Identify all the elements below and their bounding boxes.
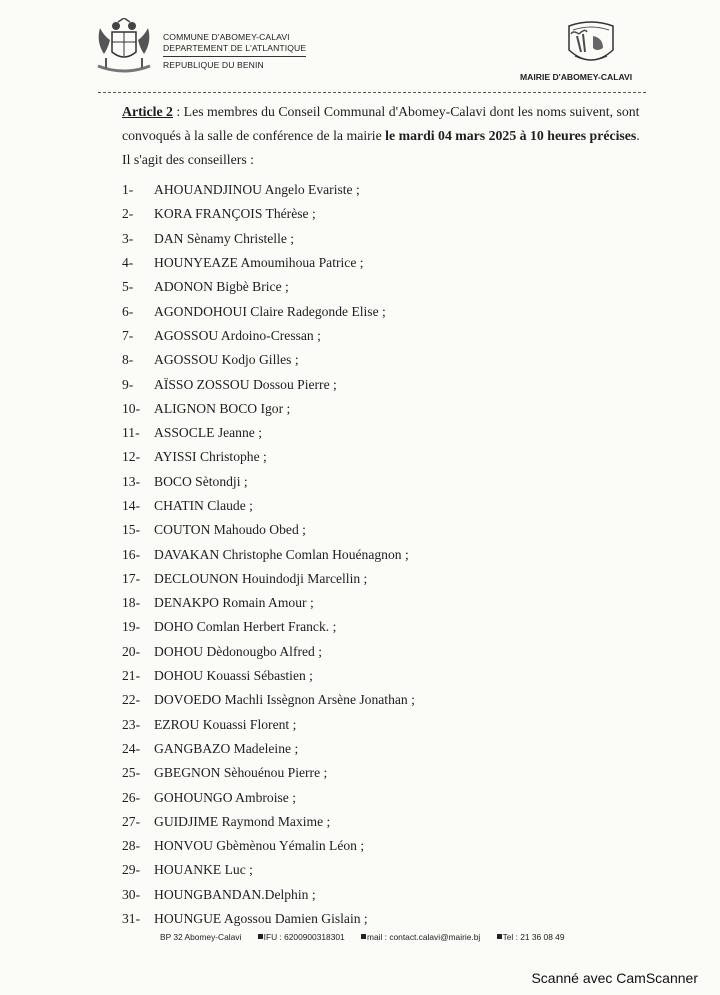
list-item xyxy=(122,348,662,372)
list-item-number: 2- xyxy=(122,206,134,222)
footer-ifu: IFU : 6200900318301 xyxy=(263,932,345,942)
councillor-name: GUIDJIME Raymond Maxime ; xyxy=(154,813,331,829)
list-item-number: 24- xyxy=(122,740,141,756)
list-item-number: 10- xyxy=(122,400,141,416)
list-item-number: 4- xyxy=(122,255,134,271)
councillor-name: ASSOCLE Jeanne ; xyxy=(154,425,262,441)
list-item xyxy=(122,227,662,251)
mairie-label: MAIRIE D'ABOMEY-CALAVI xyxy=(520,72,633,82)
article-text-1: : Les membres du Conseil Communal d'Abomey-Calavi dont les noms suivent, sont xyxy=(172,104,640,119)
list-item xyxy=(122,372,662,396)
councillor-name: DAN Sènamy Christelle ; xyxy=(154,230,295,246)
councillor-name: AGOSSOU Kodjo Gilles ; xyxy=(154,352,299,368)
list-item-number: 26- xyxy=(122,789,141,805)
list-item-number: 25- xyxy=(122,765,141,781)
square-bullet-icon xyxy=(258,934,263,939)
list-item-number: 19- xyxy=(122,619,141,635)
commune-block xyxy=(163,32,306,71)
footer-email: mail : contact.calavi@mairie.bj xyxy=(367,932,481,942)
list-item-number: 30- xyxy=(122,886,141,902)
councillor-name: GANGBAZO Madeleine ; xyxy=(154,740,299,756)
list-item xyxy=(122,713,662,737)
list-item xyxy=(122,688,662,712)
list-item xyxy=(122,494,662,518)
councillor-name: GBEGNON Sèhouénou Pierre ; xyxy=(154,765,328,781)
meeting-date: le mardi 04 mars 2025 à 10 heures précises xyxy=(385,128,637,143)
list-item-number: 29- xyxy=(122,862,141,878)
list-item xyxy=(122,397,662,421)
councillor-name: HOUNYEAZE Amoumihoua Patrice ; xyxy=(154,255,364,271)
list-item xyxy=(122,591,662,615)
header-divider xyxy=(98,92,646,93)
councillor-name: HOUNGBANDAN.Delphin ; xyxy=(154,886,316,902)
list-item xyxy=(122,907,662,931)
list-subheading: Il s'agit des conseillers : xyxy=(122,152,254,167)
councillor-name: DOHO Comlan Herbert Franck. ; xyxy=(154,619,337,635)
list-item xyxy=(122,421,662,445)
list-item xyxy=(122,542,662,566)
councillor-name: DOVOEDO Machli Issègnon Arsène Jonathan ; xyxy=(154,692,415,708)
councillor-name: AHOUANDJINOU Angelo Evariste ; xyxy=(154,182,360,198)
councillor-name: KORA FRANÇOIS Thérèse ; xyxy=(154,206,316,222)
commune-name: COMMUNE D'ABOMEY-CALAVI xyxy=(163,32,290,42)
list-item-number: 15- xyxy=(122,522,141,538)
list-item-number: 8- xyxy=(122,352,134,368)
list-item xyxy=(122,883,662,907)
article-line-2 xyxy=(122,124,662,148)
councillor-name: HONVOU Gbèmènou Yémalin Léon ; xyxy=(154,838,365,854)
mairie-emblem-icon xyxy=(563,16,619,72)
councillor-name: DECLOUNON Houindodji Marcellin ; xyxy=(154,570,368,586)
list-item xyxy=(122,178,662,202)
councillor-name: COUTON Mahoudo Obed ; xyxy=(154,522,306,538)
list-item-number: 13- xyxy=(122,473,141,489)
councillor-name: DOHOU Kouassi Sébastien ; xyxy=(154,668,313,684)
list-item xyxy=(122,470,662,494)
list-item-number: 11- xyxy=(122,425,140,441)
list-item xyxy=(122,202,662,226)
list-item-number: 31- xyxy=(122,911,141,927)
councillor-name: BOCO Sètondji ; xyxy=(154,473,248,489)
list-item xyxy=(122,834,662,858)
list-item xyxy=(122,640,662,664)
footer-bp: BP 32 Abomey-Calavi xyxy=(160,932,242,942)
list-item-number: 17- xyxy=(122,570,141,586)
document-body xyxy=(122,100,662,931)
article-paragraph xyxy=(122,100,662,148)
councillor-name: ALIGNON BOCO Igor ; xyxy=(154,400,291,416)
list-item xyxy=(122,810,662,834)
list-item xyxy=(122,567,662,591)
square-bullet-icon xyxy=(497,934,502,939)
councillor-name: HOUANKE Luc ; xyxy=(154,862,253,878)
coat-of-arms-icon xyxy=(92,18,156,80)
list-item xyxy=(122,761,662,785)
list-item xyxy=(122,324,662,348)
list-item-number: 7- xyxy=(122,327,134,343)
list-item-number: 27- xyxy=(122,813,141,829)
square-bullet-icon xyxy=(361,934,366,939)
list-item xyxy=(122,858,662,882)
list-item xyxy=(122,518,662,542)
list-item-number: 3- xyxy=(122,230,134,246)
list-item-number: 23- xyxy=(122,716,141,732)
article-label: Article 2 xyxy=(122,104,173,119)
list-item-number: 6- xyxy=(122,303,134,319)
list-item-number: 21- xyxy=(122,668,141,684)
list-item-number: 5- xyxy=(122,279,134,295)
list-item-number: 22- xyxy=(122,692,141,708)
list-item-number: 18- xyxy=(122,595,141,611)
councillor-name: AÏSSO ZOSSOU Dossou Pierre ; xyxy=(154,376,337,392)
councillor-name: AGONDOHOUI Claire Radegonde Elise ; xyxy=(154,303,386,319)
list-item xyxy=(122,785,662,809)
councillor-name: GOHOUNGO Ambroise ; xyxy=(154,789,296,805)
list-item-number: 1- xyxy=(122,182,134,198)
list-item-number: 14- xyxy=(122,498,141,513)
councillor-name: ADONON Bigbè Brice ; xyxy=(154,279,289,295)
article-end: . xyxy=(636,128,640,143)
list-item xyxy=(122,615,662,639)
article-text-2: convoqués à la salle de conférence de la mairie xyxy=(122,128,386,143)
list-item xyxy=(122,737,662,761)
list-item-number: 9- xyxy=(122,376,134,392)
councillor-name: DAVAKAN Christophe Comlan Houénagnon ; xyxy=(154,546,409,562)
list-item xyxy=(122,299,662,323)
list-item xyxy=(122,664,662,688)
list-item xyxy=(122,445,662,469)
councillor-name: AYISSI Christophe ; xyxy=(154,449,267,465)
councillor-name: CHATIN Claude ; xyxy=(154,498,253,513)
councillor-name: AGOSSOU Ardoino-Cressan ; xyxy=(154,327,321,343)
list-item xyxy=(122,275,662,299)
councillor-list xyxy=(122,178,662,931)
councillor-name: HOUNGUE Agossou Damien Gislain ; xyxy=(154,911,368,927)
department-name: DEPARTEMENT DE L'ATLANTIQUE xyxy=(163,43,306,57)
letterhead xyxy=(0,0,720,100)
list-item-number: 16- xyxy=(122,546,141,562)
councillor-name: EZROU Kouassi Florent ; xyxy=(154,716,297,732)
footer-tel: Tel : 21 36 08 49 xyxy=(502,932,565,942)
scanner-watermark: Scanné avec CamScanner xyxy=(531,970,698,986)
councillor-name: DOHOU Dèdonougbo Alfred ; xyxy=(154,643,323,659)
list-item-number: 12- xyxy=(122,449,141,465)
list-item xyxy=(122,251,662,275)
councillor-name: DENAKPO Romain Amour ; xyxy=(154,595,314,611)
list-item-number: 28- xyxy=(122,838,141,854)
list-item-number: 20- xyxy=(122,643,141,659)
letter-footer xyxy=(160,932,579,942)
republic-name: REPUBLIQUE DU BENIN xyxy=(163,60,264,70)
